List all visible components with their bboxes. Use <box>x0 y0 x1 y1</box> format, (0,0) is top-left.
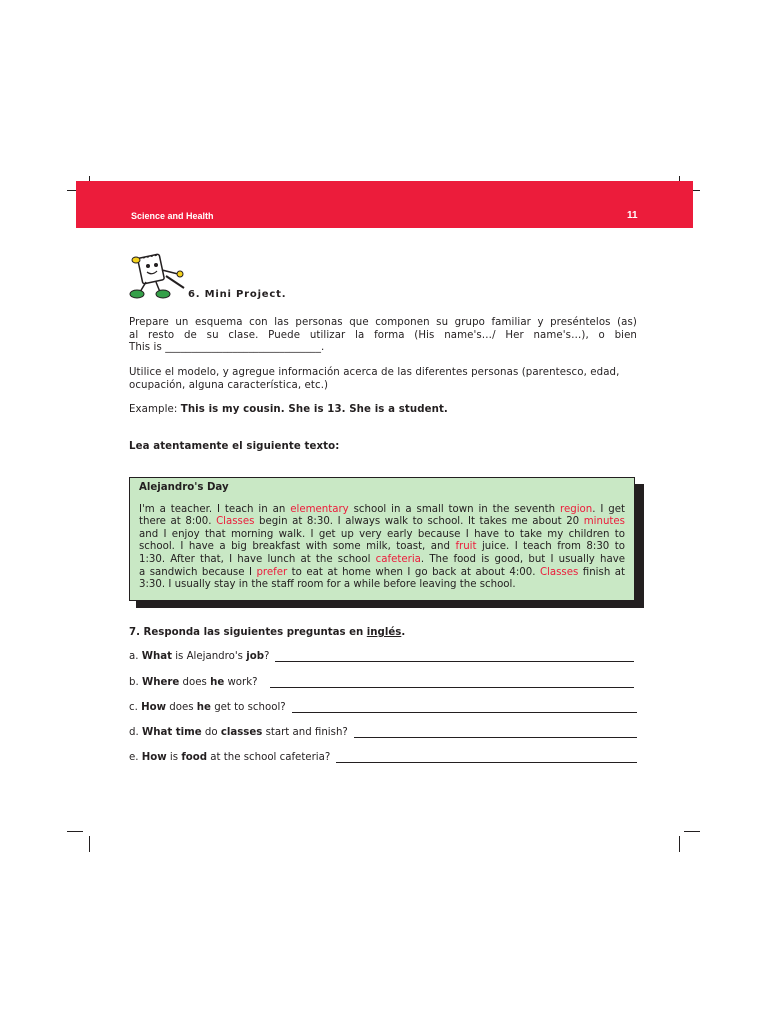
answer-line[interactable] <box>270 679 634 688</box>
question-keyword: job <box>246 651 264 662</box>
question-item <box>129 702 286 713</box>
reading-segment: school in a small town in the seventh <box>348 503 560 515</box>
reading-segment: finish at <box>578 566 625 578</box>
read-instruction: Lea atentamente el siguiente texto: <box>129 441 340 452</box>
question-text: is Alejandro's <box>171 651 247 662</box>
highlighted-word: region <box>560 503 593 515</box>
question-keyword: How <box>141 702 167 713</box>
mini-project-title: 6. Mini Project. <box>188 289 287 300</box>
example-text: This is my cousin. She is 13. She is a student. <box>180 404 448 415</box>
reading-segment: 1:30. After that, I have lunch at the school <box>139 553 376 565</box>
reading-line <box>139 541 625 554</box>
highlighted-word: prefer <box>256 566 288 578</box>
question-item <box>129 651 269 662</box>
reading-text <box>139 504 625 592</box>
question-keyword: What time <box>141 727 202 738</box>
question-text: at the school cafeteria? <box>207 752 331 763</box>
questions-title-word: inglés <box>366 627 402 638</box>
highlighted-word: fruit <box>455 541 477 553</box>
example-label: Example: <box>129 404 178 415</box>
question-keyword: he <box>210 677 225 688</box>
reading-line <box>139 529 625 542</box>
question-keyword: food <box>181 752 208 763</box>
crop-mark <box>679 836 680 852</box>
example <box>129 404 637 417</box>
answer-line[interactable] <box>354 729 637 738</box>
section-title: Science and Health <box>131 211 214 221</box>
highlighted-word: Classes <box>216 516 255 528</box>
reading-segment: and I enjoy that morning walk. I get up very early because I have to take my children to <box>139 528 625 540</box>
answer-line[interactable] <box>336 754 637 763</box>
questions-title-end: . <box>401 627 406 638</box>
reading-box <box>129 477 635 601</box>
question-keyword: How <box>141 752 167 763</box>
instruction-line: This is ______________________________. <box>129 342 325 353</box>
question-text: d. <box>129 727 142 738</box>
crop-mark <box>684 831 700 832</box>
question-text: does <box>166 702 197 713</box>
question-text: a. <box>129 651 142 662</box>
question-text: ? <box>264 651 270 662</box>
question-item <box>129 752 330 763</box>
answer-line[interactable] <box>292 704 637 713</box>
page-number: 11 <box>627 210 638 221</box>
reading-segment: juice. I teach from 8:30 to <box>476 541 625 553</box>
reading-segment: 3:30. I usually stay in the staff room for a while before leaving the school. <box>139 579 516 591</box>
reading-segment: . The food is good, but I usually have <box>420 553 625 565</box>
highlighted-word: cafeteria <box>375 553 421 565</box>
question-text: start and finish? <box>262 727 348 738</box>
question-text: is <box>166 752 182 763</box>
questions-title <box>129 627 405 638</box>
model-instructions: Utilice el modelo, y agregue información acerca de las diferentes personas (parentesco, edad, ocupación, alguna característica, etc.) <box>129 367 620 391</box>
question-item <box>129 727 348 738</box>
question-item <box>129 677 258 688</box>
reading-segment: to eat at home when I go back at about 4:00. <box>287 566 540 578</box>
reading-segment: begin at 8:30. I always walk to school. It takes me about 20 <box>254 516 584 528</box>
project-instructions <box>129 317 637 355</box>
question-text: do <box>201 727 221 738</box>
question-text: get to school? <box>210 702 286 713</box>
question-text: c. <box>129 702 142 713</box>
question-text: e. <box>129 752 142 763</box>
reading-segment: . I get <box>592 503 626 515</box>
crop-mark <box>67 831 83 832</box>
crop-mark <box>89 836 90 852</box>
reading-line <box>139 554 625 567</box>
highlighted-word: minutes <box>583 516 625 528</box>
instruction-line: al resto de su clase. Puede utilizar la forma (His name's…/ Her name's…), o bien <box>129 329 637 341</box>
reading-title: Alejandro's Day <box>139 482 229 493</box>
highlighted-word: Classes <box>539 566 579 578</box>
question-text: work? <box>224 677 258 688</box>
question-keyword: classes <box>220 727 263 738</box>
notebook-mascot-icon <box>126 252 188 300</box>
questions-title-text: 7. Responda las siguientes preguntas en <box>129 627 367 638</box>
reading-line <box>139 567 625 580</box>
question-text: does <box>179 677 211 688</box>
question-text: b. <box>129 677 142 688</box>
reading-line <box>139 504 625 517</box>
question-keyword: he <box>196 702 211 713</box>
reading-segment: school. I have a big breakfast with some milk, toast, and <box>139 541 456 553</box>
reading-segment: I'm a teacher. I teach in an <box>139 503 291 515</box>
question-keyword: Where <box>141 677 180 688</box>
question-keyword: What <box>141 651 172 662</box>
highlighted-word: elementary <box>290 503 349 515</box>
page-header <box>76 181 693 228</box>
reading-segment: a sandwich because I <box>139 566 257 578</box>
reading-line <box>139 516 625 529</box>
reading-segment: there at 8:00. <box>139 516 217 528</box>
reading-line <box>139 579 625 592</box>
answer-line[interactable] <box>275 653 634 662</box>
instruction-line: Prepare un esquema con las personas que componen su grupo familiar y preséntelos (as) <box>129 317 637 328</box>
